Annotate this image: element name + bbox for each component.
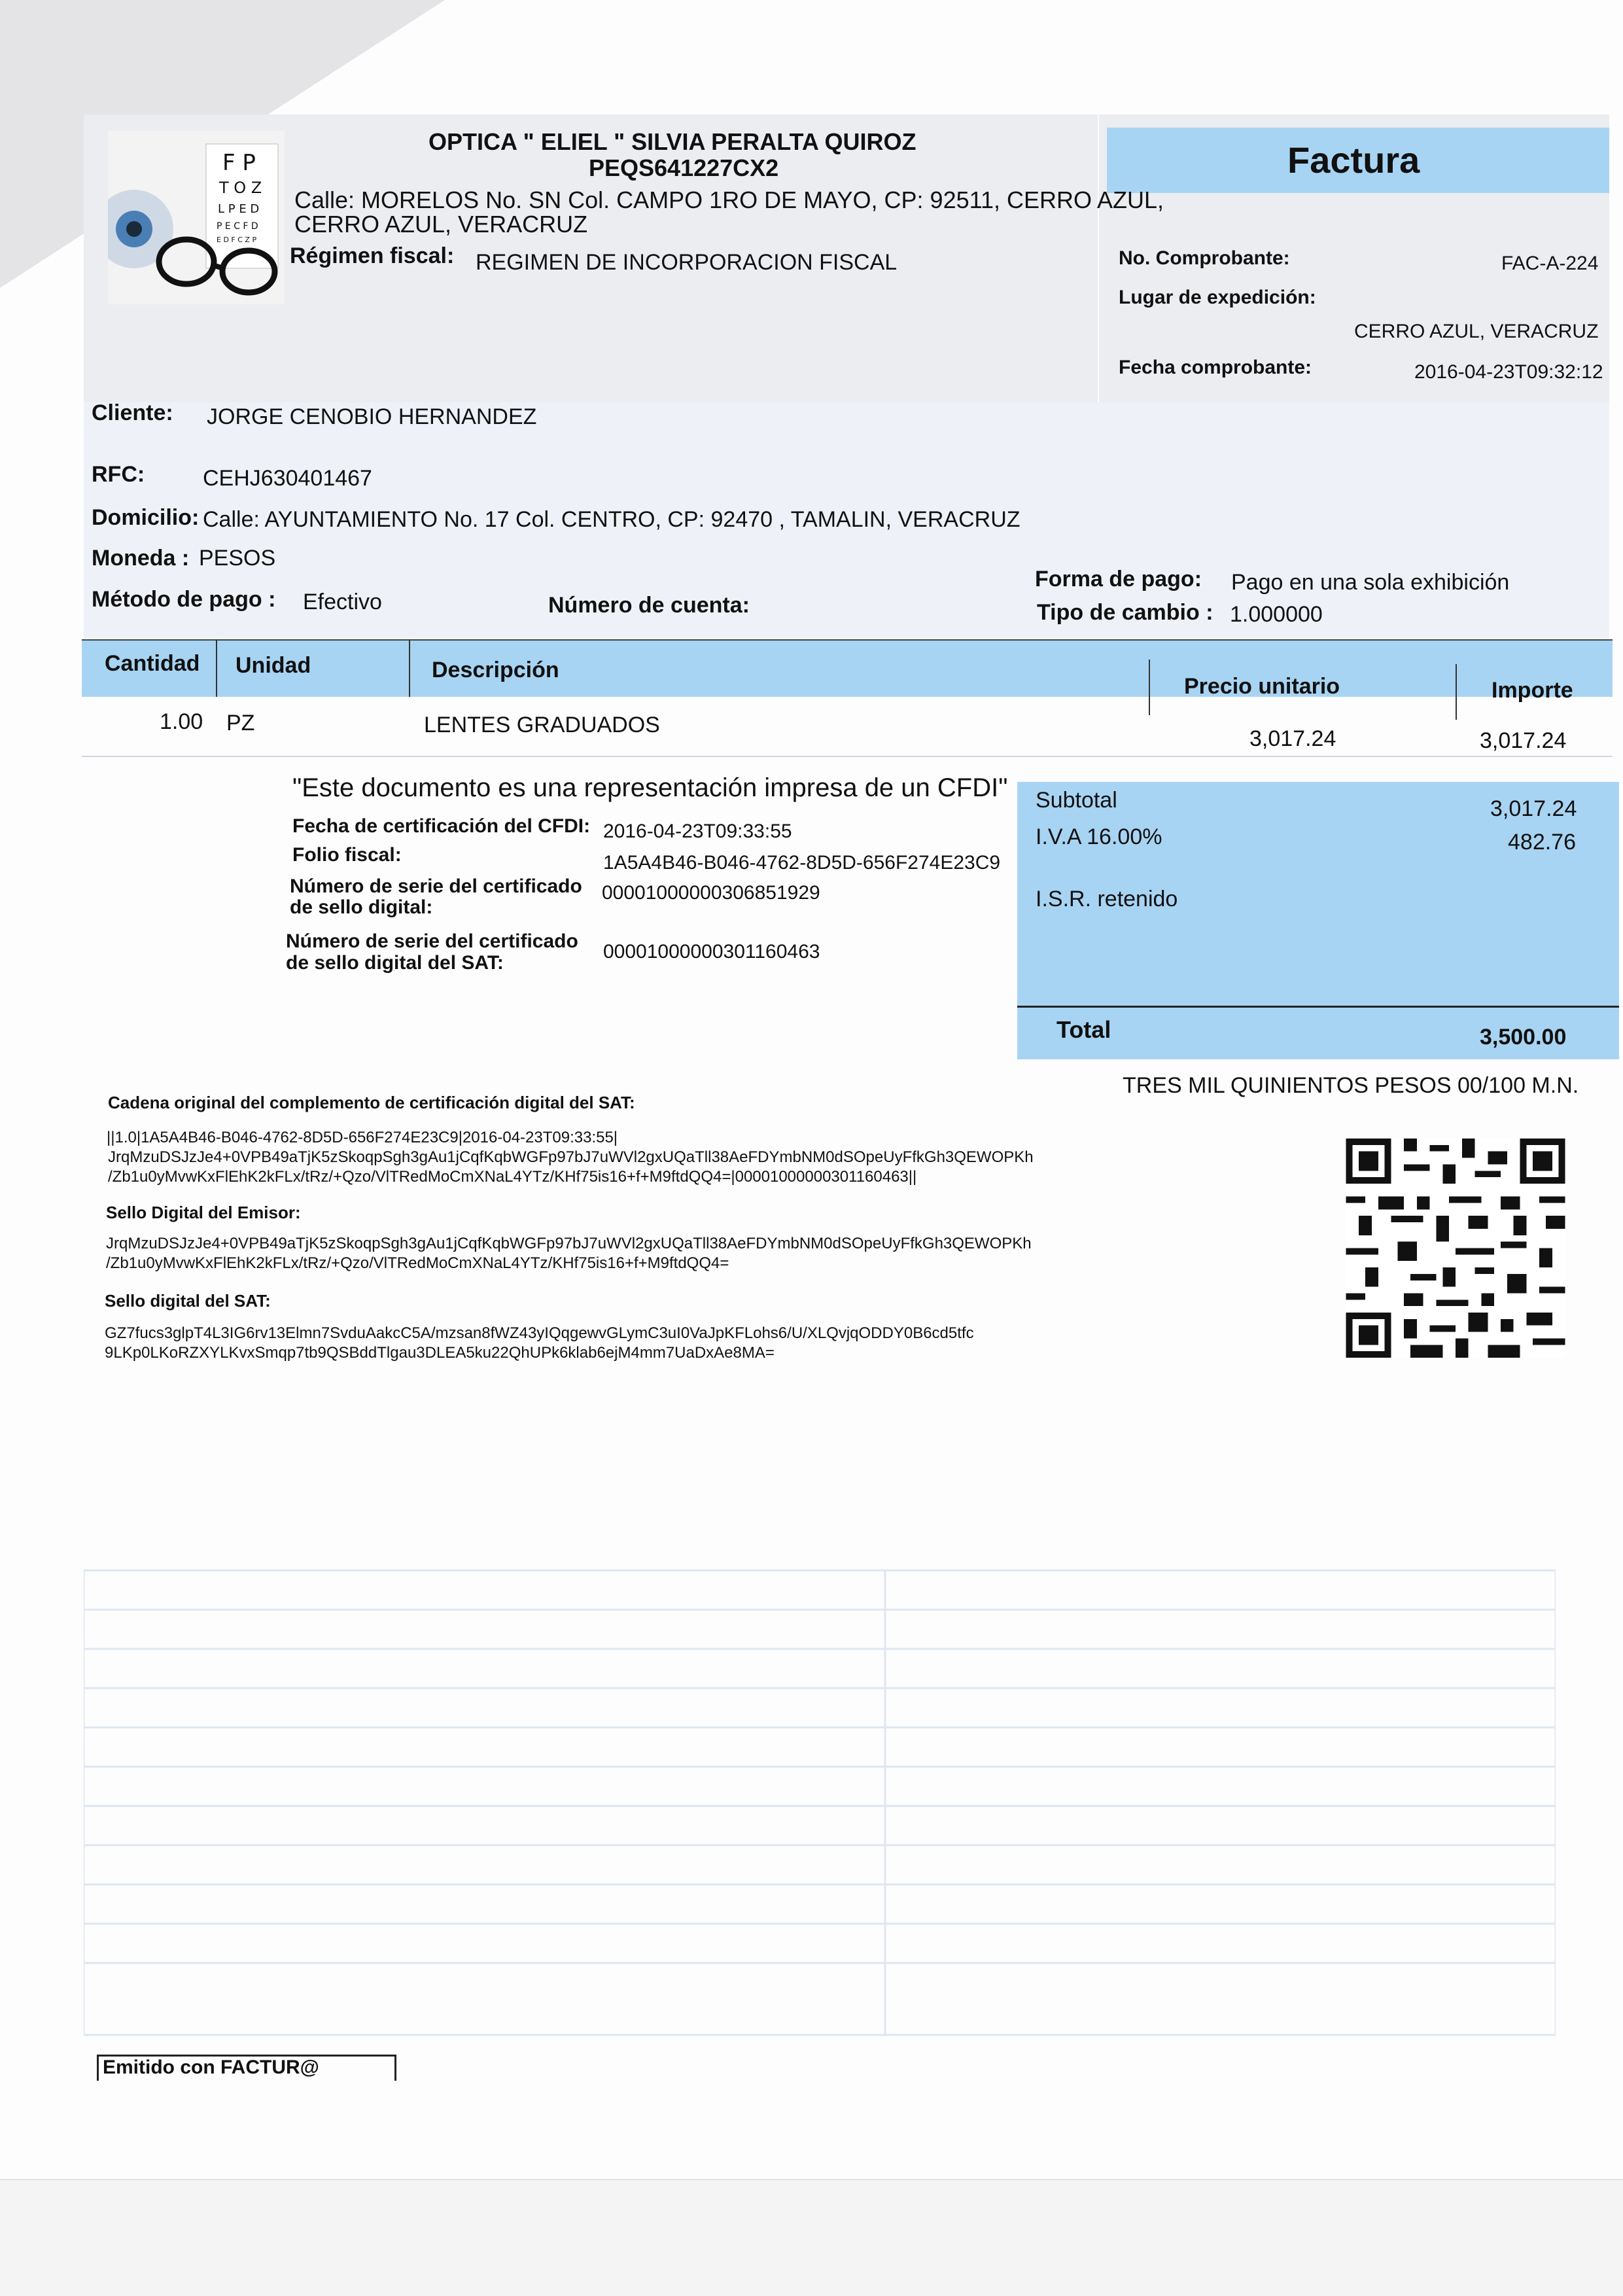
svg-text:L P E D: L P E D	[218, 202, 260, 216]
regimen-value: REGIMEN DE INCORPORACION FISCAL	[476, 250, 898, 275]
rfc-label: RFC:	[92, 462, 145, 487]
svg-text:P E C F D: P E C F D	[217, 221, 258, 232]
cfdi-heading: "Este documento es una representación impresa de un CFDI"	[292, 773, 1008, 802]
row-precio: 3,017.24	[1249, 726, 1336, 751]
issuer-name: OPTICA " ELIEL " SILVIA PERALTA QUIROZ	[428, 128, 916, 155]
emitido-con-badge	[97, 2055, 396, 2081]
moneda-label: Moneda :	[92, 546, 190, 571]
svg-text:E D F C Z P: E D F C Z P	[217, 236, 257, 244]
forma-pago-value: Pago en una sola exhibición	[1231, 570, 1510, 595]
subtotal-value: 3,017.24	[1490, 796, 1577, 821]
fecha-comprobante-value: 2016-04-23T09:32:12	[1414, 361, 1603, 383]
issuer-address-line1: Calle: MORELOS No. SN Col. CAMPO 1RO DE MAYO, CP: 92511, CERRO AZUL,	[294, 186, 1164, 213]
serie-label-2: de sello digital:	[290, 896, 433, 918]
emitido-text: Emitido con FACTUR@	[103, 2057, 319, 2078]
subtotal-label: Subtotal	[1036, 788, 1117, 813]
rfc-value: CEHJ630401467	[203, 466, 372, 491]
fecha-cert-value: 2016-04-23T09:33:55	[603, 821, 792, 842]
cliente-label: Cliente:	[92, 400, 173, 425]
row-descripcion: LENTES GRADUADOS	[424, 713, 660, 737]
cadena-line-3: /Zb1u0yMvwKxFlEhK2kFLx/tRz/+Qzo/VlTRedMoCmXNaL4YTz/KHf75is16+f+M9ftdQQ4=|00001000000301160463||	[108, 1168, 917, 1186]
scan-bottom-margin	[0, 2179, 1623, 2296]
cadena-line-1: ||1.0|1A5A4B46-B046-4762-8D5D-656F274E23C9|2016-04-23T09:33:55|	[107, 1129, 618, 1146]
row-divider	[82, 756, 1613, 757]
cadena-line-2: JrqMzuDSJzJe4+0VPB49aTjK5zSkoqpSgh3gAu1jCqfKqbWGFp97bJ7uWVl2gxUQaTll38AeFDYmbNM0dSOpeUyFfkGh3QEWOPKh	[108, 1148, 1034, 1166]
serie-sat-label-1: Número de serie del certificado	[286, 930, 578, 952]
header-precio-unitario: Precio unitario	[1184, 674, 1340, 699]
domicilio-label: Domicilio:	[92, 505, 200, 530]
lugar-label: Lugar de expedición:	[1119, 287, 1316, 308]
fecha-comprobante-label: Fecha comprobante:	[1119, 357, 1312, 378]
regimen-label: Régimen fiscal:	[290, 243, 455, 268]
total-value: 3,500.00	[1480, 1025, 1567, 1050]
forma-pago-label: Forma de pago:	[1035, 567, 1202, 592]
optica-logo	[108, 131, 285, 304]
row-cantidad: 1.00	[160, 709, 203, 734]
sello-sat-line-1: GZ7fucs3glpT4L3IG6rv13Elmn7SvduAakcC5A/mzsan8fWZ43yIQqgewvGLymC3uI0VaJpKFLohs6/U/XLQvjqODDY0B6cd5tfc	[105, 1324, 974, 1342]
row-importe: 3,017.24	[1480, 728, 1567, 753]
cuenta-label: Número de cuenta:	[548, 593, 750, 618]
background-form-watermark	[84, 1505, 1556, 2048]
lugar-value: CERRO AZUL, VERACRUZ	[1354, 321, 1599, 342]
iva-value: 482.76	[1508, 830, 1576, 855]
serie-label-1: Número de serie del certificado	[290, 875, 582, 897]
sello-emisor-line-1: JrqMzuDSJzJe4+0VPB49aTjK5zSkoqpSgh3gAu1jCqfKqbWGFp97bJ7uWVl2gxUQaTll38AeFDYmbNM0dSOpeUyFfkGh3QEWOPKh	[106, 1235, 1032, 1252]
col-divider	[1149, 660, 1150, 715]
issuer-rfc: PEQS641227CX2	[589, 154, 779, 181]
cliente-value: JORGE CENOBIO HERNANDEZ	[207, 404, 537, 429]
sello-sat-label: Sello digital del SAT:	[105, 1291, 271, 1311]
col-divider	[1456, 664, 1457, 720]
issuer-address-line2: CERRO AZUL, VERACRUZ	[294, 211, 588, 238]
serie-sat-value: 00001000000301160463	[603, 941, 820, 963]
iva-label: I.V.A 16.00%	[1036, 824, 1162, 849]
total-in-words: TRES MIL QUINIENTOS PESOS 00/100 M.N.	[1123, 1073, 1579, 1098]
isr-label: I.S.R. retenido	[1036, 887, 1178, 911]
header-cantidad: Cantidad	[105, 651, 200, 676]
total-label: Total	[1056, 1016, 1111, 1043]
serie-sat-label-2: de sello digital del SAT:	[286, 952, 504, 974]
no-comprobante-value: FAC-A-224	[1501, 253, 1599, 274]
sello-sat-line-2: 9LKp0LKoRZXYLKvxSmqp7tb9QSBddTlgau3DLEA5ku22QhUPk6klab6ejM4mm7UaDxAe8MA=	[105, 1344, 775, 1362]
cadena-label: Cadena original del complemento de certificación digital del SAT:	[108, 1093, 635, 1112]
tipo-cambio-value: 1.000000	[1230, 602, 1323, 627]
fecha-cert-label: Fecha de certificación del CFDI:	[292, 815, 591, 837]
header-importe: Importe	[1492, 678, 1573, 703]
sello-emisor-label: Sello Digital del Emisor:	[106, 1203, 301, 1222]
sello-emisor-line-2: /Zb1u0yMvwKxFlEhK2kFLx/tRz/+Qzo/VlTRedMoCmXNaL4YTz/KHf75is16+f+M9ftdQQ4=	[106, 1254, 729, 1272]
svg-text:F P: F P	[222, 150, 256, 176]
folio-label: Folio fiscal:	[292, 844, 402, 866]
serie-value: 00001000000306851929	[602, 882, 820, 904]
folio-value: 1A5A4B46-B046-4762-8D5D-656F274E23C9	[603, 852, 1001, 874]
factura-title: Factura	[1287, 139, 1420, 181]
row-unidad: PZ	[226, 711, 255, 735]
no-comprobante-label: No. Comprobante:	[1119, 247, 1290, 269]
metodo-value: Efectivo	[303, 590, 382, 614]
col-divider	[216, 639, 217, 697]
col-divider	[409, 639, 410, 697]
header-descripcion: Descripción	[432, 658, 559, 682]
metodo-label: Método de pago :	[92, 587, 276, 612]
domicilio-value: Calle: AYUNTAMIENTO No. 17 Col. CENTRO, CP: 92470 , TAMALIN, VERACRUZ	[203, 507, 1021, 532]
items-table-header	[82, 639, 1613, 697]
tipo-cambio-label: Tipo de cambio :	[1037, 600, 1213, 625]
qr-code	[1344, 1139, 1567, 1358]
header-unidad: Unidad	[236, 653, 311, 678]
moneda-value: PESOS	[199, 546, 276, 571]
svg-text:T O Z: T O Z	[219, 179, 262, 197]
